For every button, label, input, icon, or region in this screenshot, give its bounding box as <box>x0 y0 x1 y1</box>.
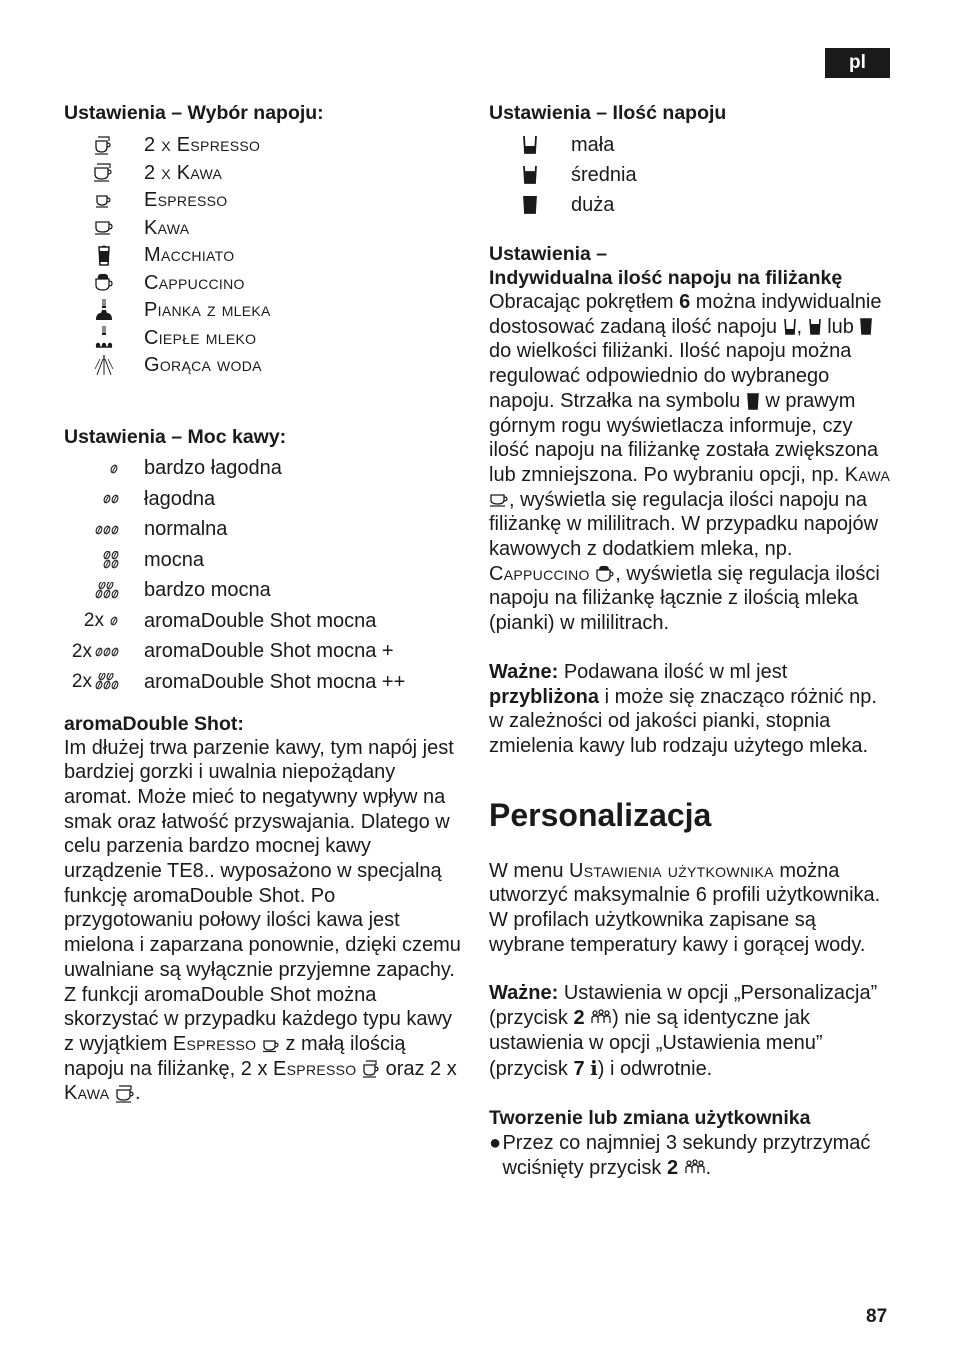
size-label: duża <box>571 193 615 216</box>
coffee-bean-icon <box>64 671 144 693</box>
bean-group <box>94 580 122 602</box>
cappuccino-cup-icon <box>64 272 144 294</box>
bean-group <box>94 641 122 663</box>
strength-heading: Ustawienia – Moc kawy: <box>64 425 287 448</box>
strength-label: łagodna <box>144 487 216 510</box>
size-label: średnia <box>571 163 637 186</box>
indiv-text-f: w prawym górnym rogu wyświetlacza informuje, czy ilość napoju na filiżankę została zwiększona lub zmniejszona. Po wybraniu opcji, np. <box>489 389 879 486</box>
drink-list <box>64 132 464 380</box>
button-number-7: 7 <box>573 1057 585 1080</box>
bean-group <box>106 458 122 480</box>
size-item <box>489 130 894 160</box>
left-column <box>64 100 464 1106</box>
button-number-2: 2 <box>573 1007 585 1030</box>
bean-group <box>101 549 122 571</box>
double-espresso-cup-icon <box>64 135 144 157</box>
pers-text-a: W menu <box>489 859 564 882</box>
indiv-kawa: Kawa <box>844 463 891 486</box>
drink-label: Ciepłe mleko <box>144 326 257 349</box>
strength-item <box>64 637 464 668</box>
ads-text-1: Im dłużej trwa parzenie kawy, tym napój jest bardziej gorzki i uwalnia niepożądany aromat. Może mieć to negatywny wpływ na smak oraz łatwość przyswajania. Dlatego w celu parzenia bardzo mocnej kawy urządzenie TE8.. wyposażono w specjalną funkcję aromaDouble Shot. Po przygotowaniu połowy ilości kawa jest mielona i zaparzana ponownie, dzięki czemu uwalniane są wyłącznie przyjemne zapachy. Z funkcji aromaDouble Shot można skorzystać w przypadku każdego typu kawy z wyjątkiem <box>64 736 461 1055</box>
important-2-a: Ustawienia w opcji „Personalizacja” (przycisk <box>489 982 878 1030</box>
important-1-bold: przybliżona <box>489 685 600 708</box>
strength-item <box>64 667 464 698</box>
strength-label: bardzo mocna <box>144 579 271 602</box>
large-cup-icon <box>859 316 873 338</box>
drink-label: Espresso <box>144 189 228 211</box>
bean-group <box>94 671 122 693</box>
coffee-bean-icon <box>64 549 144 571</box>
user-profile-icon <box>684 1157 706 1179</box>
bullet-text <box>502 1131 894 1180</box>
important-label-1: Ważne: <box>489 660 559 683</box>
espresso-cup-icon <box>64 192 144 210</box>
user-profile-icon <box>590 1007 612 1029</box>
cup-size-symbol-icon <box>746 390 760 412</box>
aroma-double-shot-heading: aromaDouble Shot: <box>64 712 244 735</box>
ads-espresso-2: Espresso <box>273 1057 357 1080</box>
strength-item <box>64 484 464 515</box>
ads-kawa: Kawa <box>64 1082 110 1105</box>
double-prefix: 2x <box>83 610 104 632</box>
important-1-a: Podawana ilość w ml jest <box>563 660 788 683</box>
drink-item <box>64 187 464 215</box>
hot-water-icon <box>64 353 144 379</box>
medium-cup-icon <box>489 164 571 186</box>
indiv-text-e: do wielkości filiżanki. Ilość napoju można regulować odpowiednio do wybranego napoju. Strzałka na symbolu <box>489 340 852 412</box>
size-item <box>489 190 894 220</box>
indiv-text-c: , <box>796 315 803 338</box>
pers-menu-name: Ustawienia użytkownika <box>569 859 774 882</box>
bullet-button-number: 2 <box>666 1156 679 1179</box>
bullet-end: . <box>705 1156 712 1179</box>
cappuccino-cup-icon <box>595 563 615 585</box>
coffee-bean-icon <box>64 519 144 541</box>
strength-label: aromaDouble Shot mocna ++ <box>144 670 406 693</box>
strength-item <box>64 545 464 576</box>
drink-label: 2 x Kawa <box>144 161 223 184</box>
coffee-bean-icon <box>64 458 144 480</box>
strength-item <box>64 606 464 637</box>
drink-item <box>64 270 464 298</box>
double-coffee-cup-icon <box>115 1082 135 1104</box>
important-note-1 <box>489 660 894 759</box>
strength-label: aromaDouble Shot mocna + <box>144 640 394 663</box>
small-cup-icon <box>783 316 797 338</box>
coffee-bean-icon <box>64 488 144 510</box>
bullet-text-a: Przez co najmniej 3 sekundy przytrzymać wciśnięty przycisk <box>502 1132 871 1179</box>
double-prefix: 2x <box>71 671 92 693</box>
bullet-item <box>489 1131 894 1180</box>
aroma-double-shot-text <box>64 736 464 1107</box>
important-2-b: ) nie są identyczne jak ustawienia w opcji „Ustawienia menu” (przycisk <box>489 1007 823 1080</box>
espresso-cup-icon <box>262 1033 280 1055</box>
coffee-bean-icon <box>64 641 144 663</box>
medium-cup-icon <box>808 316 822 338</box>
ads-text-2: z małą ilością napoju na filiżankę, 2 x <box>64 1032 406 1080</box>
ads-text-3: oraz 2 x <box>385 1057 457 1080</box>
pers-text-b: można utworzyć maksymalnie 6 profili użytkownika. W profilach użytkownika zapisane są wybrane temperatury kawy i gorącej wody. <box>489 859 881 956</box>
drink-selection-heading: Ustawienia – Wybór napoju: <box>64 102 324 124</box>
drink-label: Kawa <box>144 216 190 239</box>
coffee-cup-icon <box>64 219 144 237</box>
double-espresso-cup-icon <box>362 1058 380 1080</box>
strength-item <box>64 515 464 546</box>
drink-label: 2 x Espresso <box>144 134 261 156</box>
info-icon: i <box>590 1055 598 1080</box>
important-label-2: Ważne: <box>489 982 559 1005</box>
strength-label: aromaDouble Shot mocna <box>144 609 377 632</box>
strength-label: bardzo łagodna <box>144 457 282 480</box>
size-item <box>489 160 894 190</box>
size-label: mała <box>571 133 615 156</box>
warm-milk-icon <box>64 325 144 351</box>
strength-label: mocna <box>144 548 205 571</box>
size-list <box>489 130 894 220</box>
right-column <box>489 100 894 1181</box>
drink-item <box>64 242 464 270</box>
bullet-dot: ● <box>489 1132 502 1155</box>
indiv-text-b: można indywidualnie dostosować zadaną ilość napoju <box>489 291 882 338</box>
drink-item <box>64 215 464 243</box>
ads-espresso: Espresso <box>172 1032 257 1055</box>
drink-label: Pianka z mleka <box>144 299 271 321</box>
double-prefix: 2x <box>71 640 92 662</box>
important-note-2 <box>489 981 894 1081</box>
indiv-text-h: , wyświetla się regulacja ilości napoju na filiżankę łącznie z ilością mleka (pianki) w mililitrach. <box>489 562 880 635</box>
drink-item <box>64 297 464 325</box>
drink-item <box>64 325 464 353</box>
large-cup-icon <box>489 194 571 216</box>
coffee-cup-icon <box>489 489 509 511</box>
drink-item <box>64 132 464 160</box>
page-number: 87 <box>866 1306 888 1327</box>
individual-heading-2: Indywidualna ilość napoju na filiżankę <box>489 267 843 289</box>
section-title: Personalizacja <box>489 796 712 833</box>
individual-heading-1: Ustawienia – <box>489 243 608 265</box>
coffee-bean-icon <box>64 610 144 632</box>
strength-list <box>64 454 464 698</box>
size-heading: Ustawienia – Ilość napoju <box>489 102 727 124</box>
drink-item <box>64 352 464 380</box>
strength-label: normalna <box>144 518 228 541</box>
bean-group <box>94 519 122 541</box>
small-cup-icon <box>489 134 571 156</box>
drink-label: Gorąca woda <box>144 354 262 376</box>
important-2-c: ) i odwrotnie. <box>597 1057 713 1080</box>
double-coffee-cup-icon <box>64 162 144 184</box>
bean-group <box>101 488 122 510</box>
indiv-cappuccino: Cappuccino <box>489 562 590 585</box>
language-badge: pl <box>825 48 890 78</box>
indiv-text-g: , wyświetla się regulacja ilości napoju na filiżankę w mililitrach. W przypadku napojów kawowych z dodatkiem mleka, np. <box>489 488 879 561</box>
indiv-text-a: Obracając pokrętłem <box>489 291 674 313</box>
drink-item <box>64 160 464 188</box>
bean-group <box>106 610 122 632</box>
strength-item <box>64 576 464 607</box>
indiv-text-d: lub <box>827 315 854 338</box>
individual-text <box>489 290 894 636</box>
drink-label: Cappuccino <box>144 271 245 294</box>
macchiato-glass-icon <box>64 244 144 268</box>
create-user-heading: Tworzenie lub zmiana użytkownika <box>489 1107 811 1130</box>
drink-label: Macchiato <box>144 244 235 266</box>
coffee-bean-icon <box>64 580 144 602</box>
knob-number: 6 <box>679 291 691 313</box>
strength-item <box>64 454 464 485</box>
important-1-b: i może się znacząco różnić np. w zależności od jakości pianki, stopnia zmielenia kawy lub rodzaju użytego mleka. <box>489 685 877 757</box>
milk-foam-icon <box>64 298 144 324</box>
ads-end: . <box>134 1082 141 1105</box>
personalization-text <box>489 859 894 958</box>
